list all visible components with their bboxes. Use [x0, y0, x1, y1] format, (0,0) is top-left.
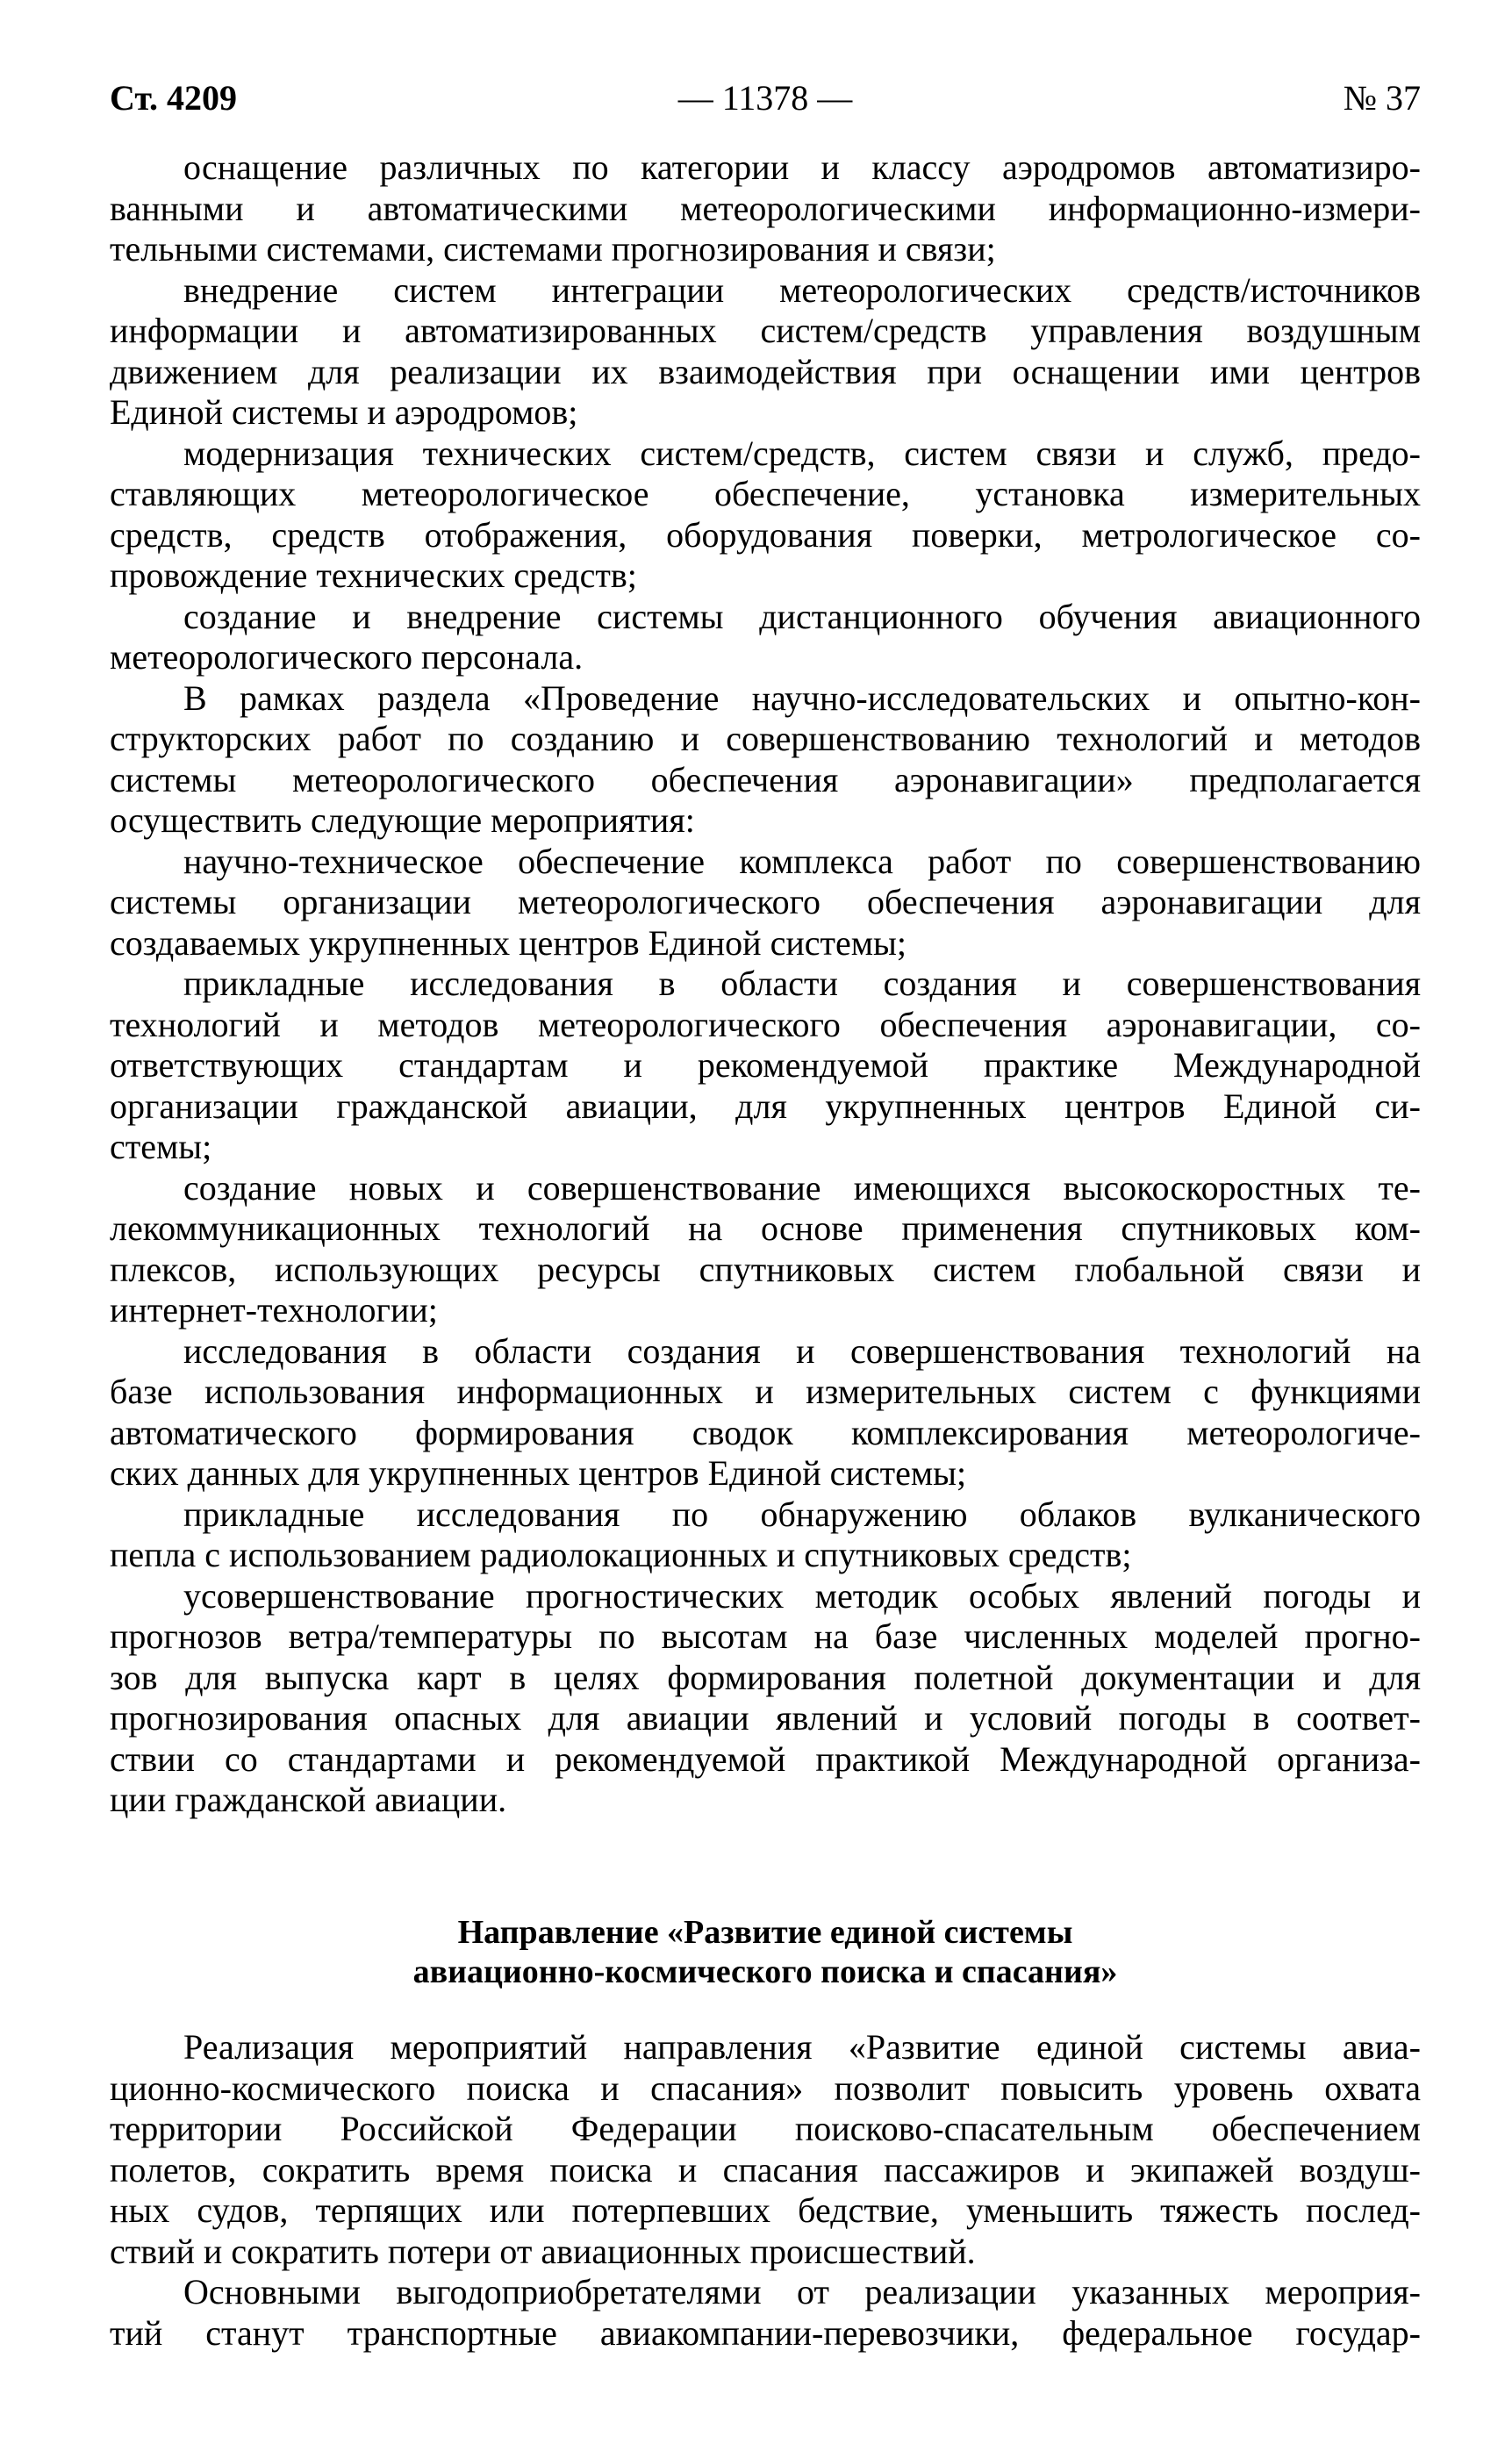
- paragraph: [110, 434, 1421, 597]
- text-line: ционно-космического поиска и спасания» позволит повысить уровень охвата: [110, 2068, 1421, 2108]
- text-line: тельными системами, системами прогнозирования и связи;: [110, 229, 996, 269]
- issue-number: № 37: [1343, 78, 1421, 118]
- text-line: исследования в области создания и совершенствования технологий на: [183, 1330, 1421, 1371]
- text-line: плексов, использующих ресурсы спутниковых систем глобальной связи и: [110, 1249, 1421, 1289]
- text-line: структорских работ по созданию и совершенствованию технологий и методов: [110, 719, 1421, 758]
- text-line: Основными выгодоприобретателями от реализации указанных мероприя-: [183, 2272, 1421, 2311]
- text-line: создание и внедрение системы дистанционного обучения авиационного: [183, 596, 1421, 636]
- text-line: создание новых и совершенствование имеющихся высокоскоростных те-: [183, 1167, 1421, 1208]
- text-line: тий станут транспортные авиакомпании-перевозчики, федеральное государ-: [110, 2312, 1421, 2353]
- text-line: интернет-технологии;: [110, 1290, 438, 1330]
- paragraph: [110, 1331, 1421, 1494]
- text-line: базе использования информационных и измерительных систем с функциями: [110, 1372, 1421, 1411]
- text-line: системы метеорологического обеспечения аэронавигации» предполагается: [110, 759, 1421, 799]
- text-line: оснащение различных по категории и классу аэродромов автоматизиро-: [183, 147, 1421, 187]
- text-line: прогнозов ветра/температуры по высотам на базе численных моделей прогно-: [110, 1616, 1421, 1656]
- paragraph: [110, 147, 1421, 270]
- text-line: зов для выпуска карт в целях формирования полетной документации и для: [110, 1657, 1421, 1697]
- text-line: ных судов, терпящих или потерпевших бедствие, уменьшить тяжесть послед-: [110, 2190, 1421, 2230]
- text-line: стемы;: [110, 1127, 212, 1166]
- section-heading-line: авиационно-космического поиска и спасания»: [412, 1953, 1118, 1990]
- text-line: Единой системы и аэродромов;: [110, 392, 578, 432]
- paragraph: [110, 842, 1421, 964]
- text-line: системы организации метеорологического обеспечения аэронавигации для: [110, 882, 1421, 921]
- text-line: средств, средств отображения, оборудования поверки, метрологическое со-: [110, 514, 1421, 555]
- text-line: прогнозирования опасных для авиации явлений и условий погоды в соответ-: [110, 1698, 1421, 1738]
- paragraph: [110, 2027, 1421, 2272]
- text-line: создаваемых укрупненных центров Единой системы;: [110, 922, 907, 963]
- section-heading-line: Направление «Развитие единой системы: [457, 1914, 1073, 1951]
- text-line: полетов, сократить время поиска и спасания пассажиров и экипажей воздуш-: [110, 2149, 1421, 2190]
- text-line: осуществить следующие мероприятия:: [110, 800, 695, 840]
- paragraph: [110, 2272, 1421, 2354]
- text-line: ставляющих метеорологическое обеспечение, установка измерительных: [110, 474, 1421, 513]
- paragraph: [110, 270, 1421, 434]
- text-line: усовершенствование прогностических методик особых явлений погоды и: [183, 1575, 1421, 1616]
- text-line: организации гражданской авиации, для укрупненных центров Единой си-: [110, 1086, 1421, 1126]
- body-text-bottom: [110, 2027, 1421, 2354]
- paragraph: [110, 1494, 1421, 1576]
- text-line: прикладные исследования в области создания и совершенствования: [183, 964, 1421, 1003]
- text-line: метеорологического персонала.: [110, 637, 584, 677]
- text-line: ствий и сократить потери от авиационных происшествий.: [110, 2231, 976, 2271]
- page-number: — 11378 —: [677, 78, 853, 118]
- paragraph: [110, 678, 1421, 842]
- text-line: ванными и автоматическими метеорологическими информационно-измери-: [110, 188, 1421, 228]
- text-line: автоматического формирования сводок комплексирования метеорологиче-: [110, 1412, 1421, 1452]
- text-line: технологий и методов метеорологического обеспечения аэронавигации, со-: [110, 1004, 1421, 1044]
- text-line: прикладные исследования по обнаружению облаков вулканического: [183, 1494, 1421, 1534]
- text-line: Реализация мероприятий направления «Развитие единой системы авиа-: [183, 2027, 1421, 2067]
- text-line: научно-техническое обеспечение комплекса работ по совершенствованию: [183, 841, 1421, 881]
- text-line: движением для реализации их взаимодействия при оснащении ими центров: [110, 351, 1421, 391]
- text-line: ствии со стандартами и рекомендуемой практикой Международной организа-: [110, 1738, 1421, 1779]
- article-number: Ст. 4209: [110, 78, 237, 118]
- text-line: ских данных для укрупненных центров Единой системы;: [110, 1453, 967, 1493]
- paragraph: [110, 597, 1421, 678]
- text-line: информации и автоматизированных систем/средств управления воздушным: [110, 311, 1421, 350]
- paragraph: [110, 964, 1421, 1168]
- text-line: ответствующих стандартам и рекомендуемой практике Международной: [110, 1045, 1421, 1085]
- text-line: внедрение систем интеграции метеорологических средств/источников: [183, 269, 1421, 310]
- text-line: территории Российской Федерации поисково-спасательным обеспечением: [110, 2109, 1421, 2148]
- page-header: [110, 77, 1421, 119]
- text-line: провождение технических средств;: [110, 555, 637, 595]
- text-line: ции гражданской авиации.: [110, 1780, 507, 1819]
- section-heading: [110, 1913, 1421, 1992]
- text-line: В рамках раздела «Проведение научно-исследовательских и опытно-кон-: [183, 677, 1421, 718]
- text-line: лекоммуникационных технологий на основе применения спутниковых ком-: [110, 1208, 1421, 1248]
- text-line: модернизация технических систем/средств, систем связи и служб, предо-: [183, 433, 1421, 473]
- body-text-top: [110, 147, 1421, 1821]
- paragraph: [110, 1168, 1421, 1331]
- paragraph: [110, 1576, 1421, 1821]
- text-line: пепла с использованием радиолокационных и спутниковых средств;: [110, 1535, 1132, 1574]
